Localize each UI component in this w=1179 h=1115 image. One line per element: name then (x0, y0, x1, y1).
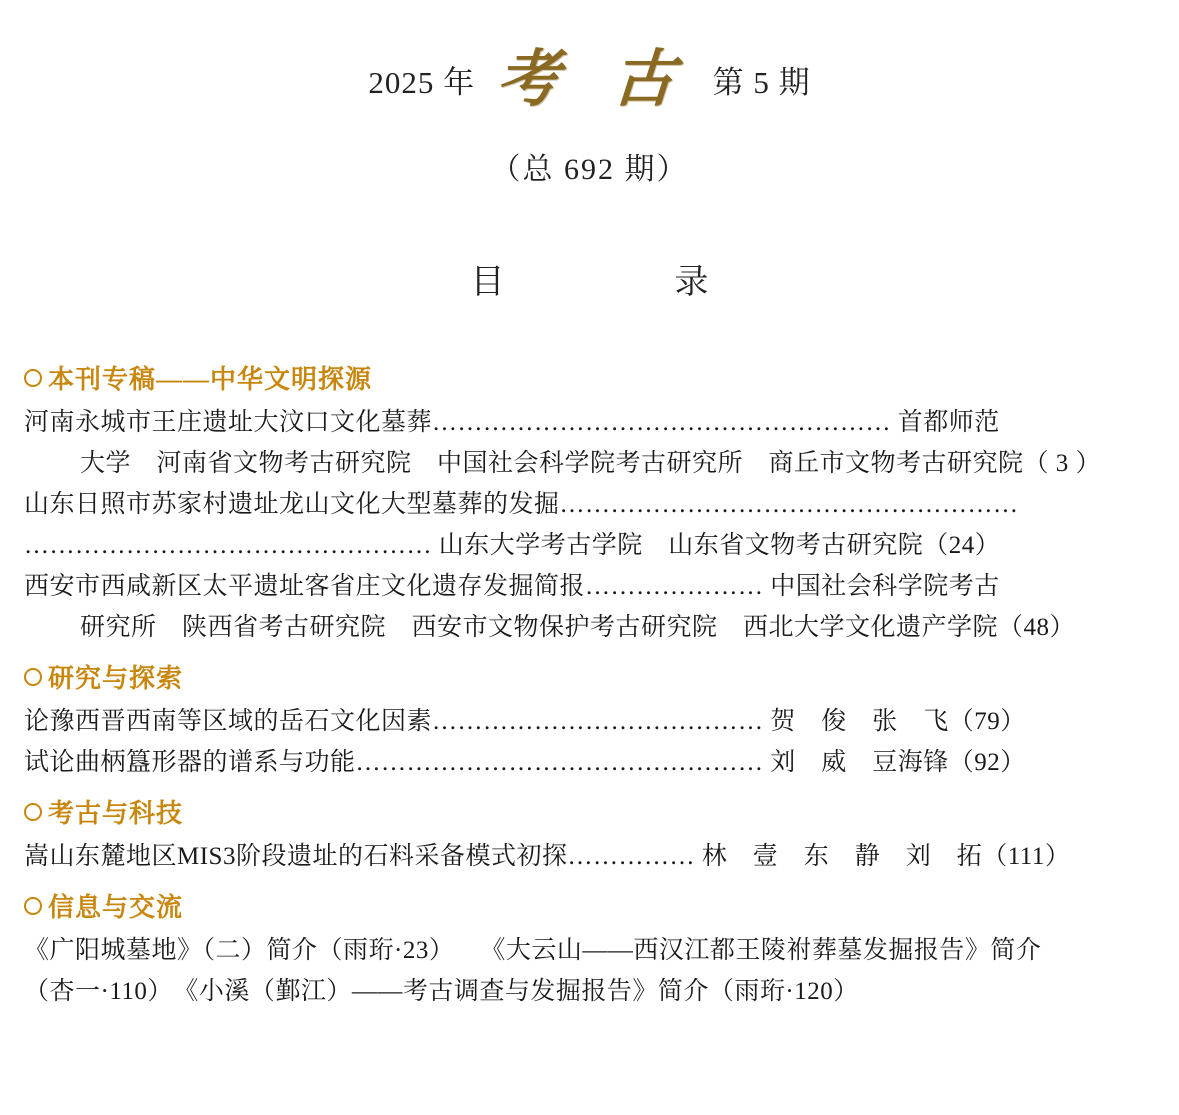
toc-entry-line: 山东日照市苏家村遗址龙山文化大型墓葬的发掘……………………………………………… (24, 491, 1019, 518)
circle-bullet-icon (24, 369, 42, 387)
toc-entry[interactable] (24, 701, 1153, 742)
masthead (18, 0, 1161, 118)
circle-bullet-icon (24, 897, 42, 915)
section-heading-label: 研究与探索 (48, 664, 184, 693)
section-heading-2 (24, 793, 1153, 830)
issue-total-number: （总 692 期） (490, 153, 689, 186)
section-heading-0 (24, 359, 1153, 396)
toc-entry-cont (24, 443, 1153, 484)
circle-bullet-icon (24, 668, 42, 686)
toc-entry-cont (24, 525, 1153, 566)
circle-bullet-icon (24, 803, 42, 821)
toc-entry-line: 嵩山东麓地区MIS3阶段遗址的石料采备模式初探…………… 林 壹 东 静 刘 拓（111） (24, 843, 1071, 870)
table-of-contents (18, 359, 1161, 1012)
section-heading-3 (24, 887, 1153, 924)
toc-entry-cont (24, 971, 1153, 1012)
issue-year: 2025 年 (368, 64, 476, 100)
toc-entry[interactable] (24, 566, 1153, 607)
toc-entry-line: 《广阳城墓地》（二）简介（雨珩·23） 《大云山——西汉江都王陵祔葬墓发掘报告》简介 (24, 937, 1042, 964)
toc-entry-line: ………………………………………… 山东大学考古学院 山东省文物考古研究院（24） (24, 532, 1001, 559)
toc-entry-line: 试论曲柄簋形器的谱系与功能………………………………………… 刘 威 豆海锋（92） (24, 749, 1026, 776)
toc-entry-line: 河南永城市王庄遗址大汶口文化墓葬……………………………………………… 首都师范 (24, 409, 1000, 436)
toc-entry[interactable] (24, 402, 1153, 443)
section-heading-label: 信息与交流 (48, 893, 184, 922)
toc-entry-line: 大学 河南省文物考古研究院 中国社会科学院考古研究所 商丘市文物考古研究院（ 3 ） (80, 450, 1102, 477)
section-heading-label: 本刊专稿——中华文明探源 (48, 365, 373, 394)
issue-number: 第 5 期 (712, 64, 811, 100)
section-heading-1 (24, 658, 1153, 695)
toc-entry-line: 西安市西咸新区太平遗址客省庄文化遗存发掘简报………………… 中国社会科学院考古 (24, 573, 1000, 600)
toc-entry-line: 研究所 陕西省考古研究院 西安市文物保护考古研究院 西北大学文化遗产学院（48） (80, 614, 1076, 641)
journal-logo: 考 古 (494, 42, 694, 115)
page-title: 目 录 (470, 264, 743, 301)
toc-entry-cont (24, 607, 1153, 648)
toc-entry[interactable] (24, 484, 1153, 525)
toc-entry[interactable] (24, 742, 1153, 783)
toc-entry[interactable] (24, 836, 1153, 877)
section-heading-label: 考古与科技 (48, 799, 184, 828)
toc-entry[interactable] (24, 930, 1153, 971)
toc-entry-line: 论豫西晋西南等区域的岳石文化因素………………………………… 贺 俊 张 飞（79） (24, 708, 1026, 735)
toc-entry-line: （杏一·110） 《小溪（鄞江）——考古调查与发掘报告》简介（雨珩·120） (24, 978, 859, 1005)
